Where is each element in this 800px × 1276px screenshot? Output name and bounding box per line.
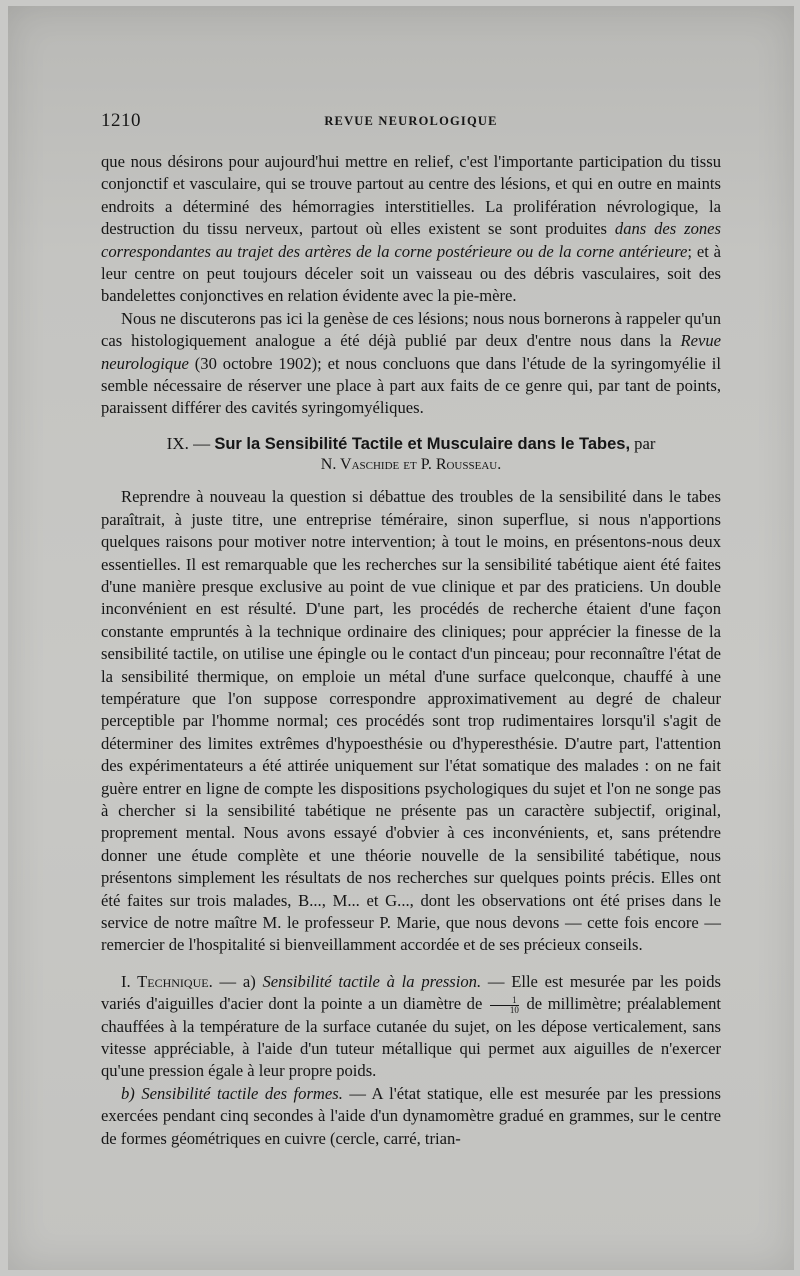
section-authors: N. Vaschide et P. Rousseau. [320, 455, 502, 473]
fraction-numerator: 1 [490, 996, 519, 1006]
paragraph-text: Nous ne discuterons pas ici la genèse de ces lésions; nous nous bornerons à rappeler qu'un cas histologiquement analogue a été déjà publié par deux d'entre nous dans la [101, 308, 721, 351]
page-header [101, 110, 721, 134]
subsection-title: Sensibilité tactile à la pression. [262, 971, 482, 991]
italic-phrase: dans des zones correspondantes au trajet des artères de la corne postérieure ou de la corne antérieure [101, 219, 722, 261]
page-number: 1210 [101, 110, 141, 131]
paragraph-text: — Elle est mesurée par les poids variés d'aiguilles d'acier dont la pointe a un diamètre de [101, 971, 721, 1014]
body-text [101, 151, 721, 1150]
paragraph-text: que nous désirons pour aujourd'hui mettre en relief, c'est l'importante participation du tissu conjonctif et vasculaire, qui se trouve partout au centre des lésions, et qui en outre en maints endroits a déterminé des hémorragies interstitielles. La prolifération névrologique, la destruction du tissu nerveux, partout où elles existent se sont produites [101, 152, 721, 239]
paragraph-genese [101, 308, 721, 420]
technique-label: I. Technique. [121, 971, 213, 991]
fraction [490, 996, 519, 1015]
paragraph-text: (30 octobre 1902); et nous concluons que dans l'étude de la syringomyélie il semble nécessaire de réserver une place à part aux faits de ce genre qui, par tant de points, paraissent différer des cavités syringomyéliques. [101, 353, 721, 418]
paragraph-text: de millimètre; préalablement chauffées à la température de la surface cutanée du sujet, on les dépose verticalement, sans vitesse appréciable, à l'aide d'un tuteur métallique qui permet aux aiguilles de n'exercer qu'une pression égale à leur propre poids. [101, 994, 721, 1081]
running-title: REVUE NEUROLOGIQUE [324, 114, 498, 128]
fraction-denominator: 10 [509, 1004, 519, 1015]
section-number: IX. — [166, 433, 215, 453]
journal-title: Revue neurologique [101, 331, 721, 373]
book-page [8, 6, 794, 1270]
spacer [101, 957, 721, 971]
paragraph-lesions [101, 151, 721, 308]
paragraph-technique [101, 971, 721, 1083]
paragraph-formes [101, 1083, 721, 1150]
section-title: Sur la Sensibilité Tactile et Musculaire dans le Tabes, [214, 434, 631, 453]
paragraph-text: — A l'état statique, elle est mesurée par les pressions exercées pendant cinq secondes à l'aide d'un dynamomètre gradué en grammes, sur le centre de formes géométriques en cuivre (cercle, carré, trian- [101, 1083, 721, 1148]
section-heading [101, 434, 721, 454]
paragraph-text: ; et à leur centre on peut toujours déceler soit un vaisseau ou des débris vasculaires, soit des bandelettes conjonctives en relation évidente avec la pie-mère. [101, 241, 722, 306]
paragraph-text: — a) [212, 971, 263, 991]
section-par: par [630, 433, 656, 453]
paragraph-introduction: Reprendre à nouveau la question si débattue des troubles de la sensibilité dans le tabes paraîtrait, à juste titre, une entreprise téméraire, sinon superflue, si nous n'apportions quelques raisons pour motiver notre intervention; à tout le moins, en présentons-nous deux essentielles. Il est remarquable que les recherches sur la sensibilité tabétique aient été faites d'une manière presque exclusive au point de vue clinique et par des praticiens. Un double inconvénient en est résulté. D'une part, les procédés de recherche étaient d'une façon constante empruntés à la technique ordinaire des cliniques; pour apprécier la finesse de la sensibilité tactile, on utilise une épingle ou le contact d'un pinceau; pour reconnaître l'état de la sensibilité thermique, on emploie un métal d'une surface quelconque, chauffé à une température que l'on suppose correspondre approximativement au degré de chaleur perceptible par l'homme normal; ces procédés sont trop rudimentaires lorsqu'il s'agit de déterminer des limites extrêmes d'hypoesthésie ou d'hyperesthésie. D'autre part, l'attention des expérimentateurs a été attirée uniquement sur l'état somatique des malades : on ne fait guère entrer en ligne de compte les dispositions psychologiques du sujet et l'on ne songe pas à chercher si la sensibilité tabétique ne présente pas un caractère subjectif, original, proprement mental. Nous avons essayé d'obvier à ces inconvénients, et, sans prétendre donner une étude complète et une théorie nouvelle de la sensibilité tabétique, nous présentons simplement les résultats de nos recherches sur quelques points précis. Elles ont été faites sur trois malades, B..., M... et G..., dont les observations ont été prises dans le service de notre maître M. le professeur P. Marie, que nous devons — cette fois encore — remercier de l'hospitalité si bienveillamment accordée et de ses précieux conseils. [101, 487, 721, 955]
subsection-title: Sensibilité tactile des formes. [141, 1083, 343, 1103]
subsection-label: b) [121, 1083, 142, 1103]
